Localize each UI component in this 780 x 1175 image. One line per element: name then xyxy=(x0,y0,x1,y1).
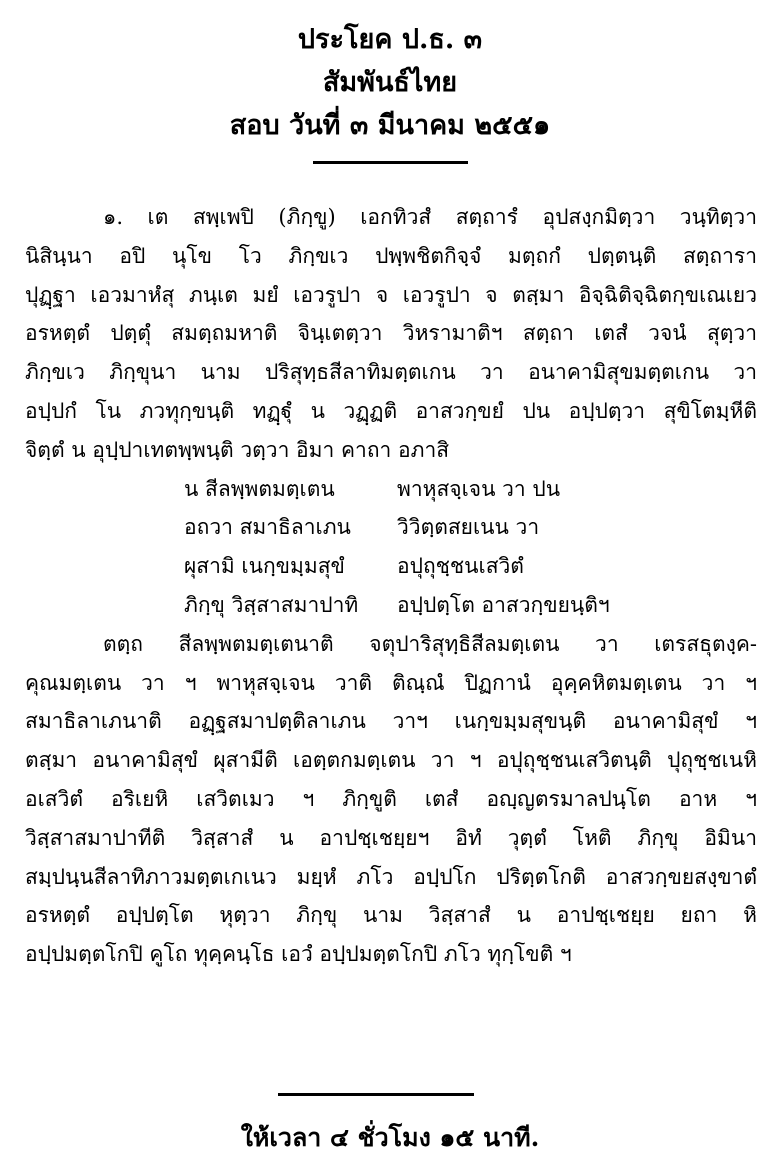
paragraph-2-line: สมาธิลาเภนาติ อฏฺฐสมาปตฺติลาเภน วาฯ เนกฺขมฺมสุขนฺติ อนาคามิสุขํ ฯ xyxy=(25,709,757,734)
paragraph-2-line: อรหตฺตํ อปฺปตฺโต หุตฺวา ภิกฺขุ นาม วิสฺสาสํ น อาปชฺเชยฺย ยถา หิ xyxy=(25,903,757,928)
verse-line xyxy=(25,547,757,586)
exam-passage xyxy=(25,198,757,974)
paragraph-2-line: อปฺปมตฺตโกปิ คูโถ ทุคฺคนฺโธ เอวํ อปฺปมตฺตโกปิ ภโว ทุกฺโขติ ฯ xyxy=(25,942,572,967)
verse-first-half: ผุสามิ เนกฺขมฺมสุขํ xyxy=(184,554,345,579)
paragraph-2-line: ตสฺมา อนาคามิสุขํ ผุสามีติ เอตฺตกมตฺเตน วา ฯ อปุถุชฺชนเสวิตนฺติ ปุถุชฺชเนหิ xyxy=(25,748,757,773)
verse-first-half: อถวา สมาธิลาเภน xyxy=(184,515,351,540)
paragraph-1-line: จิตฺตํ น อุปฺปาเทตพฺพนฺติ วตฺวา อิมา คาถา อภาสิ xyxy=(25,437,450,462)
header-divider xyxy=(313,161,468,164)
verse-second-half: พาหุสจฺเจน วา ปน xyxy=(397,476,561,501)
paragraph-2-line: อเสวิตํ อริเยหิ เสวิตเมว ฯ ภิกฺขูติ เตสํ อญฺญตรมาลปนฺโต อาห ฯ xyxy=(25,786,757,811)
verse-second-half: อปุถุชฺชนเสวิตํ xyxy=(397,554,524,579)
verse-second-half: อปฺปตฺโต อาสวกฺขยนฺติฯ xyxy=(397,592,610,617)
paragraph-2-line: วิสฺสาสมาปาทีติ วิสฺสาสํ น อาปชฺเชยฺยฯ อิทํ วุตฺตํ โหติ ภิกฺขุ อิมินา xyxy=(25,825,757,850)
verse-second-half: วิวิตฺตสยเนน วา xyxy=(397,515,540,540)
verse-line xyxy=(25,586,757,625)
paragraph-2-line: ตตฺถ สีลพฺพตมตฺเตนาติ จตุปาริสุทฺธิสีลมตฺเตน วา เตรสธุตงฺค- xyxy=(103,631,757,656)
paragraph-1-line: นิสินฺนา อปิ นุโข โว ภิกฺขเว ปพฺพชิตกิจฺจํ มตฺถกํ ปตฺตนฺติ สตฺถารา xyxy=(25,243,757,268)
paragraph-1-line: อรหตฺตํ ปตฺตุํ สมตฺถมหาติ จินฺเตตฺวา วิหรามาติฯ สตฺถา เตสํ วจนํ สุตฺวา xyxy=(25,321,757,346)
paragraph-2-line: สมฺปนฺนสีลาทิภาวมตฺตเกเนว มยฺหํ ภโว อปฺปโก ปริตฺตโกติ อาสวกฺขยสงฺขาตํ xyxy=(25,864,757,889)
paragraph-1-line: อปฺปกํ โน ภวทุกฺขนฺติ ทฏฺฐุํ น วฏฺฏติ อาสวกฺขยํ ปน อปฺปตฺวา สุขิโตมฺหีติ xyxy=(25,398,757,423)
paragraph-1-line: ภิกฺขเว ภิกฺขุนา นาม ปริสุทฺธสีลาทิมตฺตเกน วา อนาคามิสุขมตฺตเกน วา xyxy=(25,360,757,385)
verse-first-half: น สีลพฺพตมตฺเตน xyxy=(184,476,335,501)
verse-line xyxy=(25,508,757,547)
exam-date: สอบ วันที่ ๓ มีนาคม ๒๕๕๑ xyxy=(229,110,551,141)
verse-first-half: ภิกฺขุ วิสฺสาสมาปาทิ xyxy=(184,592,359,617)
exam-header xyxy=(0,18,780,147)
footer-divider xyxy=(278,1093,474,1096)
paragraph-2-line: คุณมตฺเตน วา ฯ พาหุสจฺเจน วาติ ติณฺณํ ปิฏกานํ อุคฺคหิตมตฺเตน วา ฯ xyxy=(25,670,757,695)
verse-line xyxy=(25,470,757,509)
subject-title: สัมพันธ์ไทย xyxy=(322,67,458,98)
paragraph-1-line: ปุฏฺฐา เอวมาหํสุ ภนฺเต มยํ เอวรูปา จ เอวรูปา จ ตสฺมา อิจฺฉิติจฺฉิตกฺขเณเยว xyxy=(25,282,757,307)
time-allowed-note: ให้เวลา ๔ ชั่วโมง ๑๕ นาที. xyxy=(240,1123,540,1152)
paragraph-1-line: ๑. เต สพฺเพปิ (ภิกฺขู) เอกทิวสํ สตฺถารํ อุปสงฺกมิตฺวา วนฺทิตฺวา xyxy=(103,205,757,229)
exam-level-title: ประโยค ป.ธ. ๓ xyxy=(297,24,483,55)
